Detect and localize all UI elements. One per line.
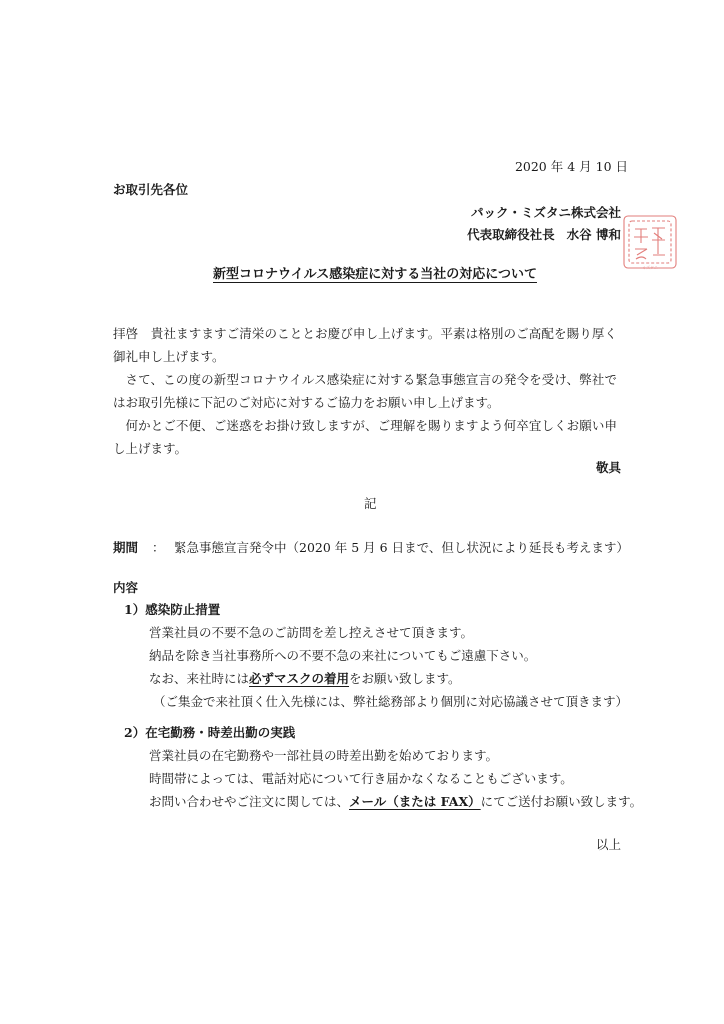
mask-emphasis: 必ずマスクの着用 bbox=[249, 671, 350, 686]
company-seal-icon bbox=[619, 211, 681, 273]
recipient: お取引先各位 bbox=[113, 182, 189, 197]
period-value: 緊急事態宣言発令中（2020 年 5 月 6 日まで、但し状況により延長も考えます） bbox=[174, 540, 629, 555]
section2-line: 営業社員の在宅勤務や一部社員の時差出勤を始めております。 bbox=[149, 748, 499, 763]
document-title: 新型コロナウイルス感染症に対する当社の対応について bbox=[213, 267, 537, 282]
section1-line: 納品を除き当社事務所への不要不急の来社についてもご遠慮下さい。 bbox=[149, 648, 537, 663]
section1-line bbox=[149, 669, 461, 687]
section1-line3-post: をお願い致します。 bbox=[349, 671, 461, 686]
greeting-paragraph: 拝啓 貴社ますますご清栄のこととお慶び申し上げます。平素は格別のご高配を賜り厚く御礼申し上げます。 bbox=[113, 326, 617, 364]
section1-title: 1）感染防止措置 bbox=[124, 602, 221, 617]
sender-title: 代表取締役社長 bbox=[467, 227, 555, 242]
closing-keigu: 敬具 bbox=[595, 460, 621, 475]
section2-line3-post: にてご送付お願い致します。 bbox=[480, 794, 643, 809]
section2-line: 時間帯によっては、電話対応について行き届かなくなることもございます。 bbox=[149, 771, 573, 786]
period-label: 期間 bbox=[113, 540, 139, 555]
mail-fax-emphasis: メール（または FAX） bbox=[349, 794, 481, 809]
contents-label: 内容 bbox=[113, 580, 139, 595]
section1-note: （ご集金で来社頂く仕入先様には、弊社総務部より個別に対応協議させて頂きます） bbox=[153, 694, 629, 709]
section2-line3-pre: お問い合わせやご注文に関しては、 bbox=[149, 794, 350, 809]
sender-representative bbox=[467, 225, 621, 243]
ki-heading: 記 bbox=[364, 496, 377, 511]
seal-text: ミズタニ bbox=[642, 265, 658, 270]
period-colon: ： bbox=[152, 540, 165, 555]
section1-line: 営業社員の不要不急のご訪問を差し控えさせて頂きます。 bbox=[149, 625, 474, 640]
sender-name: 水谷 博和 bbox=[566, 227, 621, 242]
apology-paragraph: 何かとご不便、ご迷惑をお掛け致しますが、ご理解を賜りますよう何卒宜しくお願い申し上げます。 bbox=[113, 418, 617, 456]
document-date: 2020 年 4 月 10 日 bbox=[514, 159, 628, 174]
section2-title: 2）在宅勤務・時差出勤の実践 bbox=[124, 725, 296, 740]
request-paragraph: さて、この度の新型コロナウイルス感染症に対する緊急事態宣言の発令を受け、弊社ではお取引先様に下記のご対応に対するご協力をお願い申し上げます。 bbox=[113, 372, 617, 410]
section2-line bbox=[149, 792, 642, 810]
closing-ijo: 以上 bbox=[595, 837, 621, 852]
sender-company: パック・ミズタニ株式会社 bbox=[470, 205, 621, 220]
section1-line3-pre: なお、来社時には bbox=[149, 671, 250, 686]
